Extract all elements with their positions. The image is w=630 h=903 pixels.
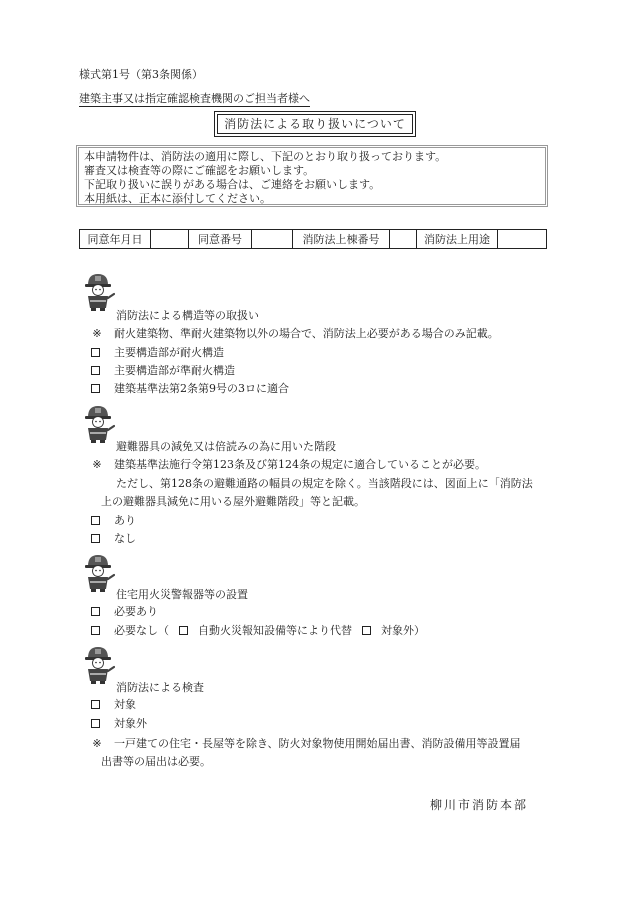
stairs-note-continuation: 上の避難器具減免に用いる屋外避難階段」等と記載。 [101, 495, 365, 508]
stairs-option[interactable] [91, 514, 136, 528]
stairs-option-label: あり [114, 514, 136, 527]
alarm-option-label: 必要あり [114, 605, 158, 618]
firefighter-figure-icon [81, 271, 115, 311]
checkbox-icon[interactable] [91, 607, 100, 616]
fire-use-field[interactable] [498, 230, 547, 249]
checkbox-icon[interactable] [362, 626, 371, 635]
structure-option[interactable] [91, 382, 289, 396]
checkbox-icon[interactable] [91, 384, 100, 393]
checkbox-icon[interactable] [91, 366, 100, 375]
stairs-note-continuation: ただし、第128条の避難通路の幅員の規定を除く。当該階段には、図面上に「消防法 [116, 477, 533, 490]
notice-line: 審査又は検査等の際にご確認をお願いします。 [84, 164, 315, 177]
structure-option-label: 主要構造部が準耐火構造 [114, 364, 235, 377]
consent-table [79, 229, 547, 249]
issuer-name: 柳川市消防本部 [430, 798, 529, 812]
firefighter-figure-icon [81, 552, 115, 592]
note-mark: ※ [92, 327, 102, 340]
note-mark: ※ [92, 737, 102, 750]
section-inspection-title: 消防法による検査 [116, 681, 204, 694]
consent-number-label: 同意番号 [189, 230, 252, 249]
structure-option-label: 建築基準法第2条第9号の3ロに適合 [114, 382, 289, 395]
inspection-option[interactable] [91, 698, 136, 712]
consent-number-field[interactable] [252, 230, 293, 249]
alarm-sub-option-label: 対象外） [381, 624, 425, 637]
consent-date-label: 同意年月日 [80, 230, 151, 249]
checkbox-icon[interactable] [91, 534, 100, 543]
notice-box [76, 145, 548, 207]
section-stairs-title: 避難器具の減免又は倍読みの為に用いた階段 [116, 440, 336, 453]
checkbox-icon[interactable] [91, 626, 100, 635]
stairs-option[interactable] [91, 532, 136, 546]
building-number-field[interactable] [390, 230, 417, 249]
checkbox-icon[interactable] [91, 700, 100, 709]
firefighter-figure-icon [81, 403, 115, 443]
inspection-note-continuation: 出書等の届出は必要。 [101, 755, 211, 768]
note-mark: ※ [92, 458, 102, 471]
structure-note [90, 327, 499, 341]
stairs-note [90, 458, 486, 472]
inspection-option-label: 対象外 [114, 717, 147, 730]
firefighter-figure-icon [81, 644, 115, 684]
notice-line: 本用紙は、正本に添付してください。 [84, 192, 271, 205]
stairs-option-label: なし [114, 532, 136, 545]
section-alarm-title: 住宅用火災警報器等の設置 [116, 588, 248, 601]
inspection-note-text: 一戸建ての住宅・長屋等を除き、防火対象物使用開始届出書、消防設備用等設置届 [114, 737, 521, 750]
inspection-option[interactable] [91, 717, 147, 731]
stairs-note-text: 建築基準法施行令第123条及び第124条の規定に適合していることが必要。 [114, 458, 486, 471]
checkbox-icon[interactable] [179, 626, 188, 635]
form-number: 様式第1号（第3条関係） [79, 68, 203, 81]
alarm-option-required[interactable] [91, 605, 158, 619]
notice-line: 本申請物件は、消防法の適用に際し、下記のとおり取り扱っております。 [84, 150, 447, 163]
checkbox-icon[interactable] [91, 719, 100, 728]
alarm-option-not-required[interactable] [91, 624, 425, 638]
inspection-option-label: 対象 [114, 698, 136, 711]
checkbox-icon[interactable] [91, 516, 100, 525]
section-structure-title: 消防法による構造等の取扱い [116, 309, 259, 322]
notice-line: 下記取り扱いに誤りがある場合は、ご連絡をお願いします。 [84, 178, 381, 191]
checkbox-icon[interactable] [91, 348, 100, 357]
structure-option[interactable] [91, 364, 235, 378]
alarm-sub-option-label: 自動火災報知設備等により代替 [198, 624, 352, 637]
structure-option-label: 主要構造部が耐火構造 [114, 346, 224, 359]
inspection-note [90, 737, 521, 751]
consent-date-field[interactable] [151, 230, 189, 249]
structure-note-text: 耐火建築物、準耐火建築物以外の場合で、消防法上必要がある場合のみ記載。 [114, 327, 499, 340]
building-number-label: 消防法上棟番号 [293, 230, 390, 249]
document-title: 消防法による取り扱いについて [217, 114, 413, 134]
fire-use-label: 消防法上用途 [417, 230, 498, 249]
addressee-line: 建築主事又は指定確認検査機関のご担当者様へ [79, 92, 310, 105]
structure-option[interactable] [91, 346, 224, 360]
alarm-option-label: 必要なし（ [114, 624, 169, 637]
